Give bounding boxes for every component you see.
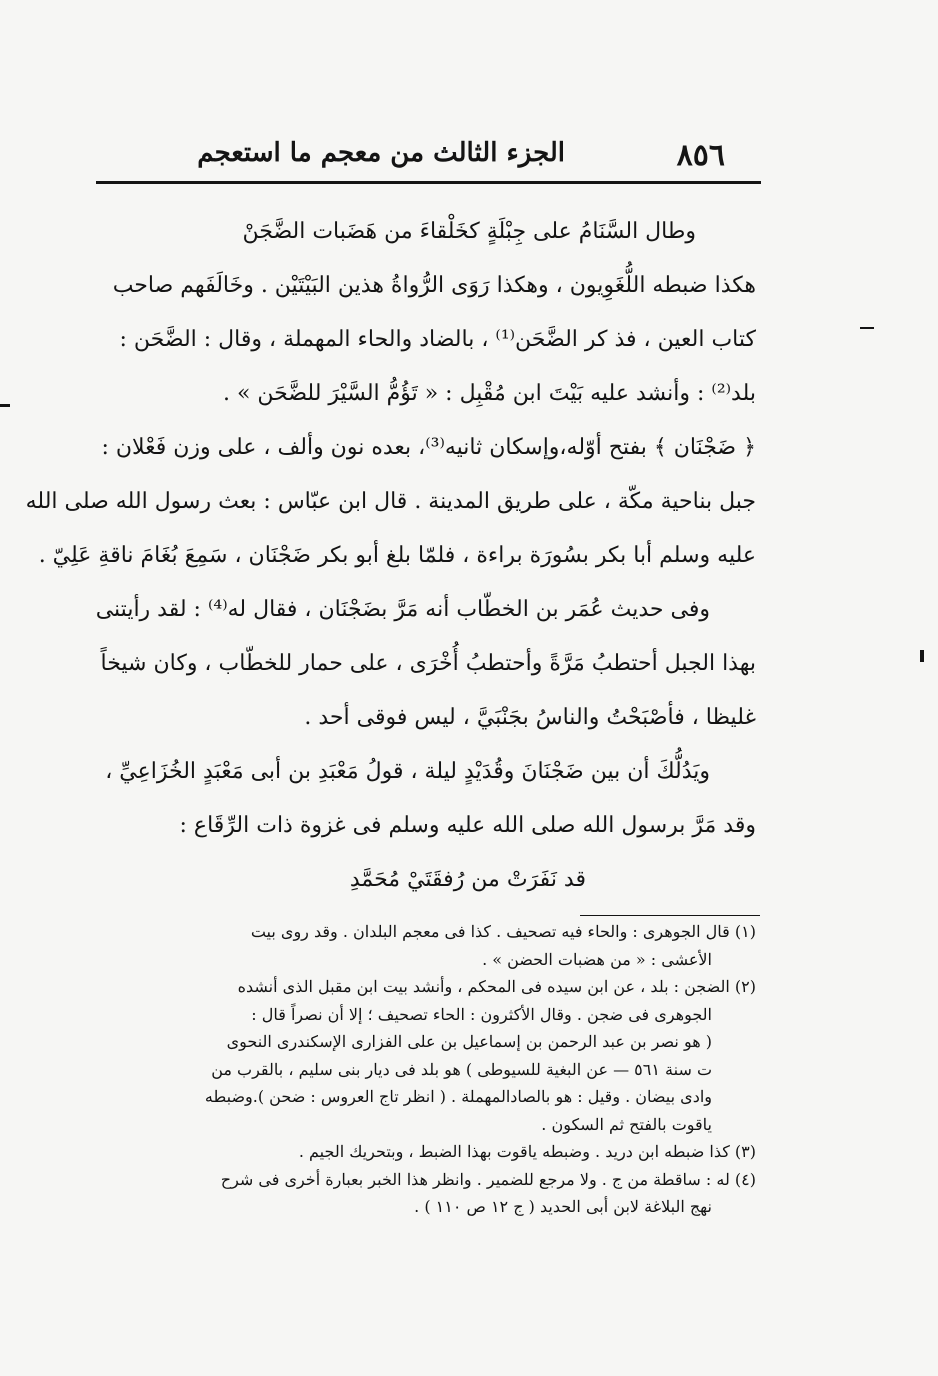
text-line: كتاب العين ، فذ كر الضَّحَن⁽¹⁾ ، بالضاد والحاء المهملة ، وقال : الضَّحَن : <box>119 327 756 352</box>
text-line: بهذا الجبل أحتطبُ مَرَّةً وأحتطبُ أُخْرَى ، على حمار للخطّاب ، وكان شيخاً <box>100 651 756 676</box>
page-header <box>96 132 761 178</box>
text-line: وفى حديث عُمَر بن الخطّاب أنه مَرَّ بضَجْنَان ، فقال له⁽⁴⁾ : لقد رأيتنى <box>95 597 710 622</box>
text-line: جبل بناحية مكّة ، على طريق المدينة . قال ابن عبّاس : بعث رسول الله صلى الله <box>25 489 756 514</box>
header-rule <box>96 181 761 184</box>
footnote-2-line: ( هو نصر بن عبد الرحمن بن إسماعيل بن على الفزارى الإسكندرى النحوى <box>226 1032 712 1051</box>
footnote-4-line: (٤) له : ساقطة من ج . ولا مرجع للضمير . وانظر هذا الخبر بعبارة أخرى فى شرح <box>220 1169 756 1189</box>
text-line: بلد⁽²⁾ : وأنشد عليه بَيْتَ ابن مُقْبِل : « تَؤُمُّ السَّيْرَ للضَّحَن » . <box>222 381 756 406</box>
text-line: هكذا ضبطه اللُّغَوِيون ، وهكذا رَوَى الرُّواةُ هذين البَيْتَيْن . وخَالَفَهم صاحب <box>112 273 756 298</box>
running-title: الجزء الثالث من معجم ما استعجم <box>197 138 565 168</box>
footnote-3-line: (٣) كذا ضبطه ابن دريد . وضبطه ياقوت بهذا الضبط ، وبتحريك الجيم . <box>298 1142 756 1161</box>
entry-heading-line: ﴿ ضَجْنَان ﴾ بفتح أوّله،وإسكان ثانيه⁽³⁾، بعده نون وألف ، على وزن فَعْلان : <box>101 435 756 460</box>
text-line: ويَدُلُّكَ أن بين ضَجْنَانَ وقُدَيْدٍ ليلة ، قولُ مَعْبَدِ بن أبى مَعْبَدٍ الخُزَاعِيِّ ، <box>105 759 710 784</box>
footnote-4-line: نهج البلاغة لابن أبى الحديد ( ج ١٢ ص ١١٠ ) . <box>414 1197 712 1216</box>
footnote-2-line: ت سنة ٥٦١ — عن البغية للسيوطى ) هو بلد فى ديار بنى سليم ، بالقرب من <box>211 1059 712 1079</box>
footnote-1-line: (١) قال الجوهرى : والحاء فيه تصحيف . كذا فى معجم البلدان . وقد روى بيت <box>250 922 756 941</box>
scan-margin-mark <box>860 327 874 329</box>
page-number: ٨٥٦ <box>676 138 725 173</box>
scan-margin-mark <box>920 650 924 662</box>
footnote-2-line: ياقوت بالفتح ثم السكون . <box>541 1114 712 1134</box>
footnote-2-line: الجوهرى فى ضجن . وقال الأكثرون : الحاء تصحيف ؛ إلا أن نصراً قال : <box>251 1004 712 1024</box>
footnote-2-line: (٢) الضجن : بلد ، عن ابن سيده فى المحكم ، وأنشد بيت ابن مقبل الذى أنشده <box>237 977 756 996</box>
text-line: غليظا ، فأصْبَحْتُ والناسُ بجَنْبَيَّ ، ليس فوقى أحد . <box>304 705 756 730</box>
footnotes <box>106 918 756 1221</box>
text-line: وقد مَرَّ برسول الله صلى الله عليه وسلم فى غزوة ذات الرِّقَاع : <box>179 813 756 838</box>
main-text <box>25 205 756 907</box>
scan-margin-mark <box>0 404 10 407</box>
verse-line: وطال السَّنَامُ على جِبْلَةٍ كخَلْقاءَ من هَضَبات الضَّجَنْ <box>242 219 696 244</box>
verse-line: قد نَفَرَتْ من رُفقَتَيْ مُحَمَّدِ <box>349 867 586 892</box>
footnote-2-line: وادى بيضان . وقيل : هو بالصادالمهملة . ( انظر تاج العروس : ضحن ).وضبطه <box>204 1087 712 1106</box>
footnote-1-line: الأعشى : « من هضبات الحضن » . <box>482 949 712 969</box>
text-line: عليه وسلم أبا بكر بسُورَة براءة ، فلمّا بلغ أبو بكر ضَجْنَان ، سَمِعَ بُغَامَ ناقةِ عَلِيّ . <box>38 543 756 568</box>
footnote-rule <box>580 915 760 916</box>
